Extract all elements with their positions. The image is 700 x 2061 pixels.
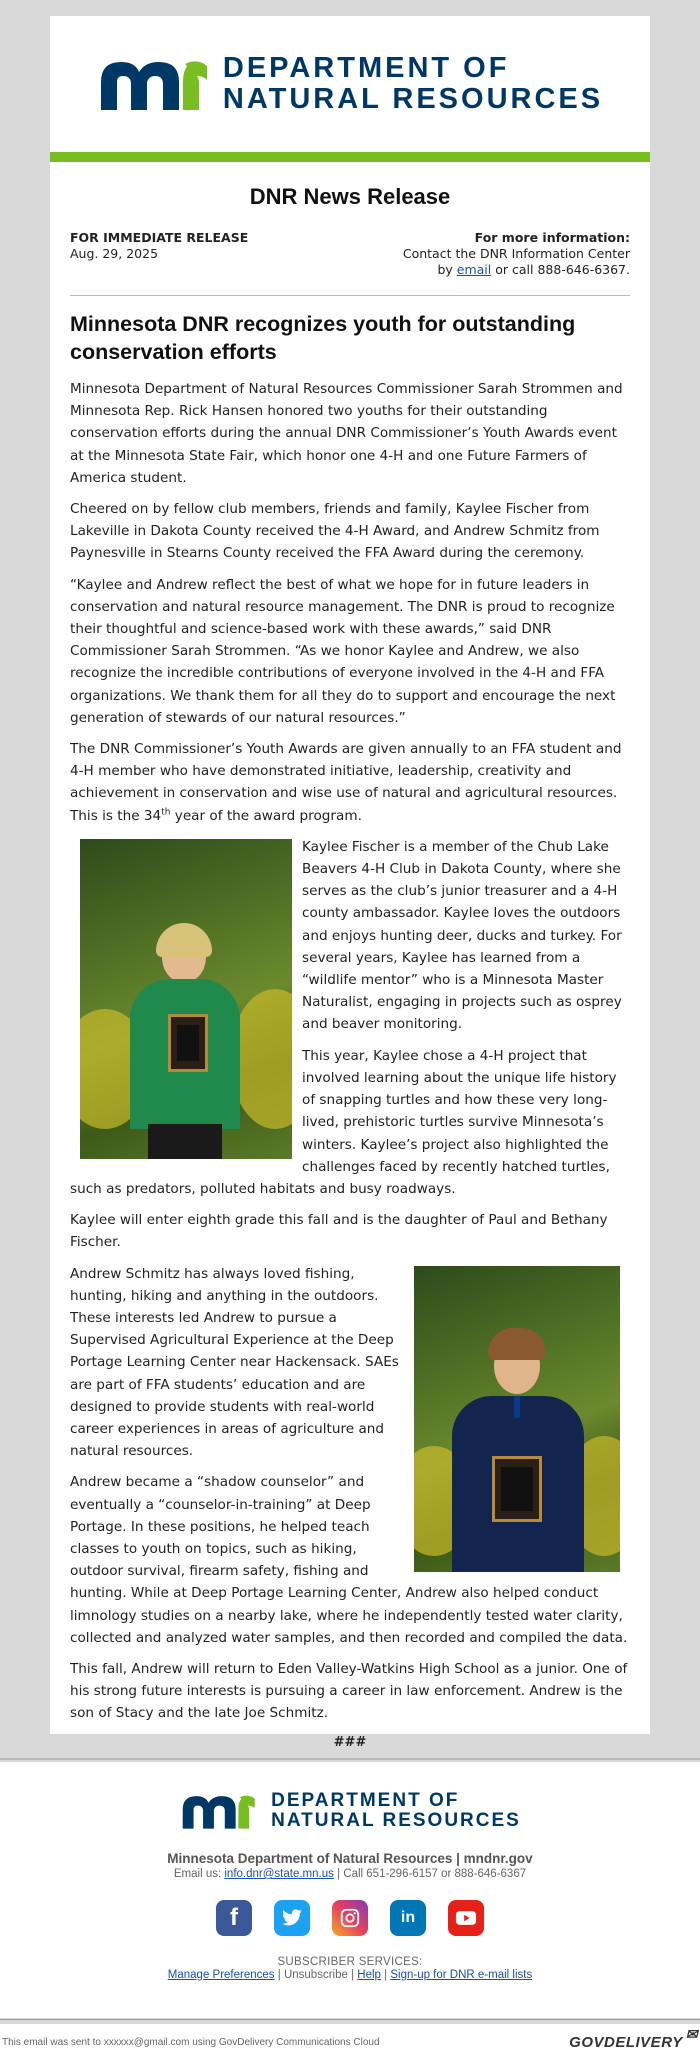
ordinal-suffix: th (161, 807, 171, 818)
govdelivery-wordmark: GOVDELIVERY (569, 2034, 683, 2051)
bottom-divider (0, 2019, 700, 2020)
subscriber-links (0, 1969, 700, 1981)
help-link[interactable]: Help (357, 1969, 381, 1981)
linkedin-icon[interactable]: in (390, 1900, 426, 1936)
instagram-icon[interactable] (332, 1900, 368, 1936)
footer-logo-line-2: NATURAL RESOURCES (271, 1810, 521, 1831)
signup-link[interactable]: Sign-up for DNR e-mail lists (390, 1969, 533, 1981)
paragraph-8: Andrew Schmitz has always loved fishing, hunting, hiking and anything in the outdoors. These interests led Andrew to pursue a Supervised Agricultural Experience at the Deep Portage Learning Center near Hackensack. SAEs are part of FFA students’ education and are designed to provide students with real-world career experiences in areas of agriculture and natural resources. (70, 1265, 399, 1460)
footer-email-link[interactable]: info.dnr@state.mn.us (224, 1868, 334, 1880)
dnr-header-logo[interactable] (50, 16, 650, 152)
twitter-icon[interactable] (274, 1900, 310, 1936)
separator: | (384, 1969, 388, 1981)
more-info-label: For more information: (474, 230, 630, 245)
paragraph-4-text: The DNR Commissioner’s Youth Awards are given annually to an FFA student and 4-H member who have demonstrated initiative, leadership, creativity and achievement in conservation and wise use of natural and agricultural resources. This is the 34 (70, 741, 622, 824)
sent-notice: This email was sent to xxxxxx@gmail.com using GovDelivery Communications Cloud (2, 2037, 380, 2048)
govdelivery-logo[interactable] (569, 2026, 698, 2051)
email-line (0, 1868, 700, 1880)
call-text: or call 888-646-6367. (495, 262, 630, 277)
paragraph-6: This year, Kaylee chose a 4-H project that involved learning about the unique life history of snapping turtles and how these very long-lived, prehistoric turtles survive Minnesota’s winters. Kaylee’s project also highlighted the challenges faced by recently hatched turtles, such as predators, polluted habitats and busy roadways. (70, 1047, 617, 1197)
subscriber-services-label: SUBSCRIBER SERVICES: (277, 1956, 423, 1968)
unsubscribe-link[interactable]: Unsubscribe (283, 1969, 348, 1981)
green-divider (50, 152, 650, 162)
paragraph-3: “Kaylee and Andrew reflect the best of what we hope for in future leaders in conservation and natural resource management. The DNR is proud to recognize their thoughtful and science-based work with these awards,” said DNR Commissioner Sarah Strommen. “As we honor Kaylee and Andrew, we also recognize the incredible contributions of everyone involved in the 4-H and FFA organizations. We thank them for all they do to support and encourage the next generation of stewards of our natural resources.” (70, 576, 616, 726)
paragraph-7: Kaylee will enter eighth grade this fall and is the daughter of Paul and Bethany Fischer. (70, 1212, 608, 1251)
kaylee-photo (80, 839, 292, 1159)
social-links (0, 1900, 700, 1936)
immediate-release-label: FOR IMMEDIATE RELEASE (70, 230, 249, 245)
separator: | (277, 1969, 281, 1981)
footer-logo-line-1: DEPARTMENT OF (271, 1790, 460, 1811)
divider (70, 295, 630, 296)
email-link[interactable]: email (456, 262, 492, 277)
separator: | (337, 1868, 341, 1880)
footer-call: Call 651-296-6157 or 888-646-6367 (343, 1868, 527, 1880)
release-meta (50, 230, 650, 278)
email-card (50, 16, 650, 1750)
dnr-mn-logo-icon (179, 1792, 257, 1830)
andrew-photo (414, 1266, 620, 1572)
release-title: DNR News Release (249, 184, 451, 209)
footer-divider (0, 1758, 700, 1760)
youtube-icon[interactable] (448, 1900, 484, 1936)
paragraph-5: Kaylee Fischer is a member of the Chub Lake Beavers 4-H Club in Dakota County, where she serves as the club’s junior treasurer and a 4-H county ambassador. Kaylee loves the outdoors and enjoys hunting deer, ducks and turkey. For several years, Kaylee has learned from a “wildlife mentor” who is a Minnesota Master Naturalist, engaging in projects such as osprey and beaver monitoring. (302, 838, 622, 1033)
release-date: Aug. 29, 2025 (70, 246, 159, 261)
paragraph-1: Minnesota Department of Natural Resources Commissioner Sarah Strommen and Minnesota Rep. Rick Hansen honored two youths for their outstanding conservation efforts during the annual DNR Commissioner’s Youth Awards event at the Minnesota State Fair, which honor one 4-H and one Future Farmers of America student. (70, 381, 623, 486)
paragraph-10: This fall, Andrew will return to Eden Valley-Watkins High School as a junior. One of his strong future interests is pursuing a career in law enforcement. Andrew is the son of Stacy and the late Joe Schmitz. (70, 1660, 628, 1722)
article-body (50, 310, 650, 1750)
paragraph-9: Andrew became a “shadow counselor” and eventually a “counselor-in-training” at Deep Portage. In these positions, he helped teach classes to youth on topics, such as hiking, outdoor survival, firearm safety, fishing and hunting. While at Deep Portage Learning Center, Andrew also helped conduct limnology studies on a nearby lake, where he independently tested water clarity, collected and analyzed water samples, and then recorded and compiled the data. (70, 1474, 628, 1646)
by-text: by (437, 262, 453, 277)
facebook-icon[interactable]: f (216, 1900, 252, 1936)
paragraph-4-end: year of the award program. (170, 807, 362, 824)
manage-preferences-link[interactable]: Manage Preferences (167, 1969, 275, 1981)
dnr-mn-logo-icon (97, 56, 209, 112)
contact-text: Contact the DNR Information Center (402, 246, 630, 261)
site-link[interactable]: mndnr.gov (463, 1851, 533, 1866)
email-footer (0, 1762, 700, 2018)
paragraph-2: Cheered on by fellow club members, friends and family, Kaylee Fischer from Lakeville in Dakota County received the 4-H Award, and Andrew Schmitz from Paynesville in Stearns County received the FFA Award during the ceremony. (70, 501, 600, 562)
end-mark: ### (333, 1734, 367, 1750)
contact-line (403, 262, 630, 278)
separator: | (456, 1851, 460, 1866)
separator: | (351, 1969, 355, 1981)
dnr-footer-logo[interactable] (0, 1790, 700, 1831)
org-line (0, 1851, 700, 1866)
envelope-icon: ✉ (685, 2026, 698, 2042)
logo-line-1: DEPARTMENT OF (222, 52, 510, 84)
paragraph-4 (70, 738, 630, 827)
logo-line-2: NATURAL RESOURCES (222, 83, 604, 115)
bottom-bar (0, 2024, 700, 2061)
email-label: Email us: (173, 1868, 222, 1880)
article-headline: Minnesota DNR recognizes youth for outstanding conservation efforts (70, 312, 576, 364)
org-name: Minnesota Department of Natural Resources (167, 1851, 453, 1866)
